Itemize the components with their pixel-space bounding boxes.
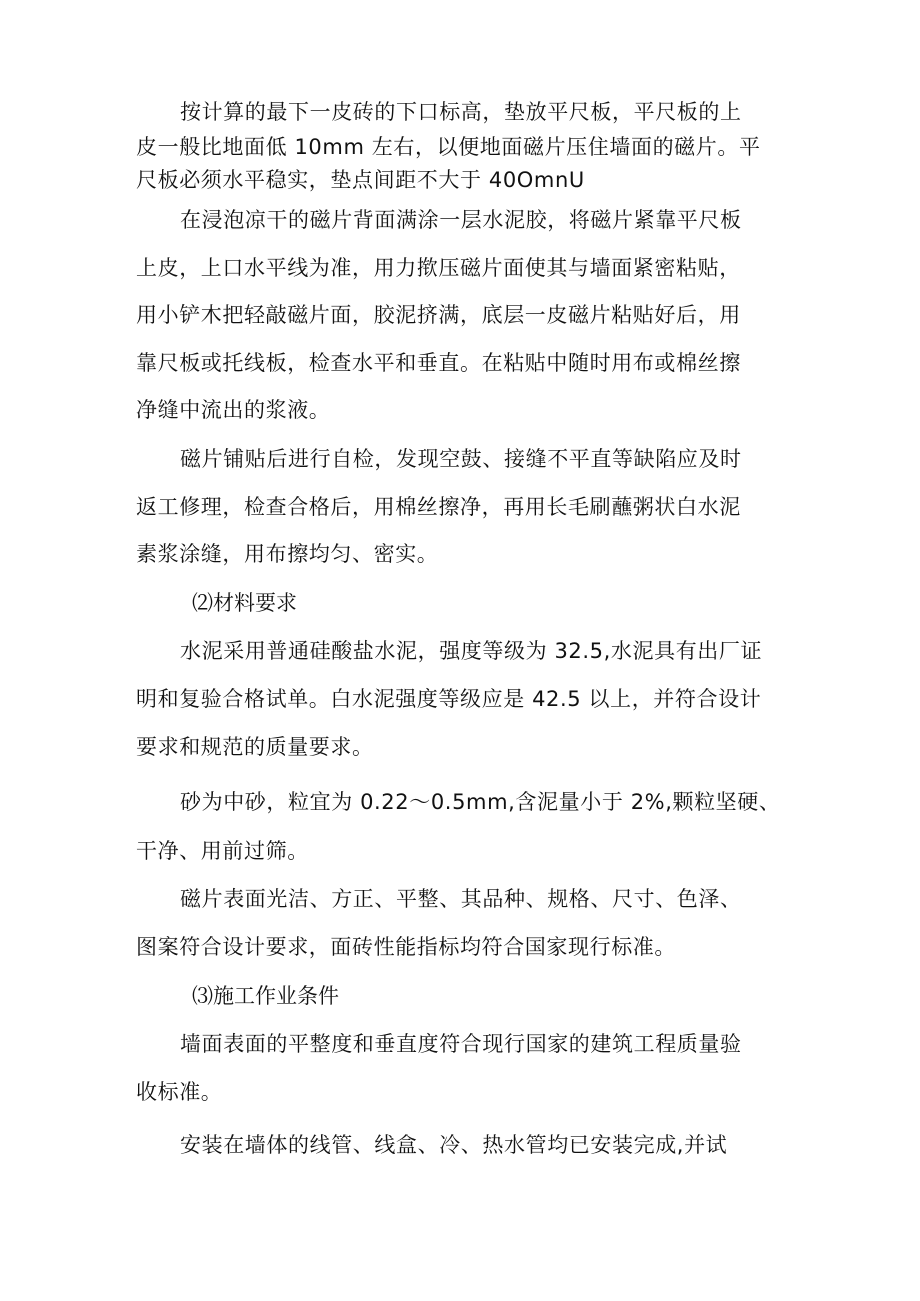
text-line: 干净、用前过筛。 [136,839,309,863]
text-line: 在浸泡凉干的磁片背面满涂一层水泥胶，将磁片紧靠平尺板 [180,208,742,232]
text-line: 砂为中砂，粒宜为 0.22～0.5mm,含泥量小于 2%,颗粒坚硬、 [180,790,781,814]
text-line: 磁片表面光洁、方正、平整、其品种、规格、尺寸、色泽、 [180,887,742,911]
text-line: 净缝中流出的浆液。 [136,398,331,422]
text-line: 返工修理，检查合格后，用棉丝擦净，再用长毛刷蘸粥状白水泥 [136,495,741,519]
text-line: 收标准。 [136,1080,223,1104]
text-line: 明和复验合格试单。白水泥强度等级应是 42.5 以上，并符合设计 [136,687,762,711]
text-line: 图案符合设计要求，面砖性能指标均符合国家现行标准。 [136,935,676,959]
text-line: 尺板必须水平稳实，垫点间距不大于 40OmnU [136,168,585,192]
text-line: 要求和规范的质量要求。 [136,735,374,759]
text-line: 墙面表面的平整度和垂直度符合现行国家的建筑工程质量验 [180,1032,742,1056]
text-line: 上皮，上口水平线为准，用力揿压磁片面使其与墙面紧密粘贴， [136,256,741,280]
text-line: 靠尺板或托线板，检查水平和垂直。在粘贴中随时用布或棉丝擦 [136,351,741,375]
text-line: 用小铲木把轻敲磁片面，胶泥挤满，底层一皮磁片粘贴好后，用 [136,303,741,327]
text-line: 水泥采用普通硅酸盐水泥，强度等级为 32.5,水泥具有出厂证 [180,639,763,663]
text-line: 皮一般比地面低 10mm 左右，以便地面磁片压住墙面的磁片。平 [136,135,761,159]
text-line: 按计算的最下一皮砖的下口标高，垫放平尺板，平尺板的上 [180,100,742,124]
text-line: 素浆涂缝，用布擦均匀、密实。 [136,542,439,566]
text-line: 安装在墙体的线管、线盒、冷、热水管均已安装完成,并试 [180,1133,728,1157]
section-heading: ⑶施工作业条件 [192,984,339,1008]
text-line: 磁片铺贴后进行自检，发现空鼓、接缝不平直等缺陷应及时 [180,447,742,471]
section-heading: ⑵材料要求 [192,591,297,615]
